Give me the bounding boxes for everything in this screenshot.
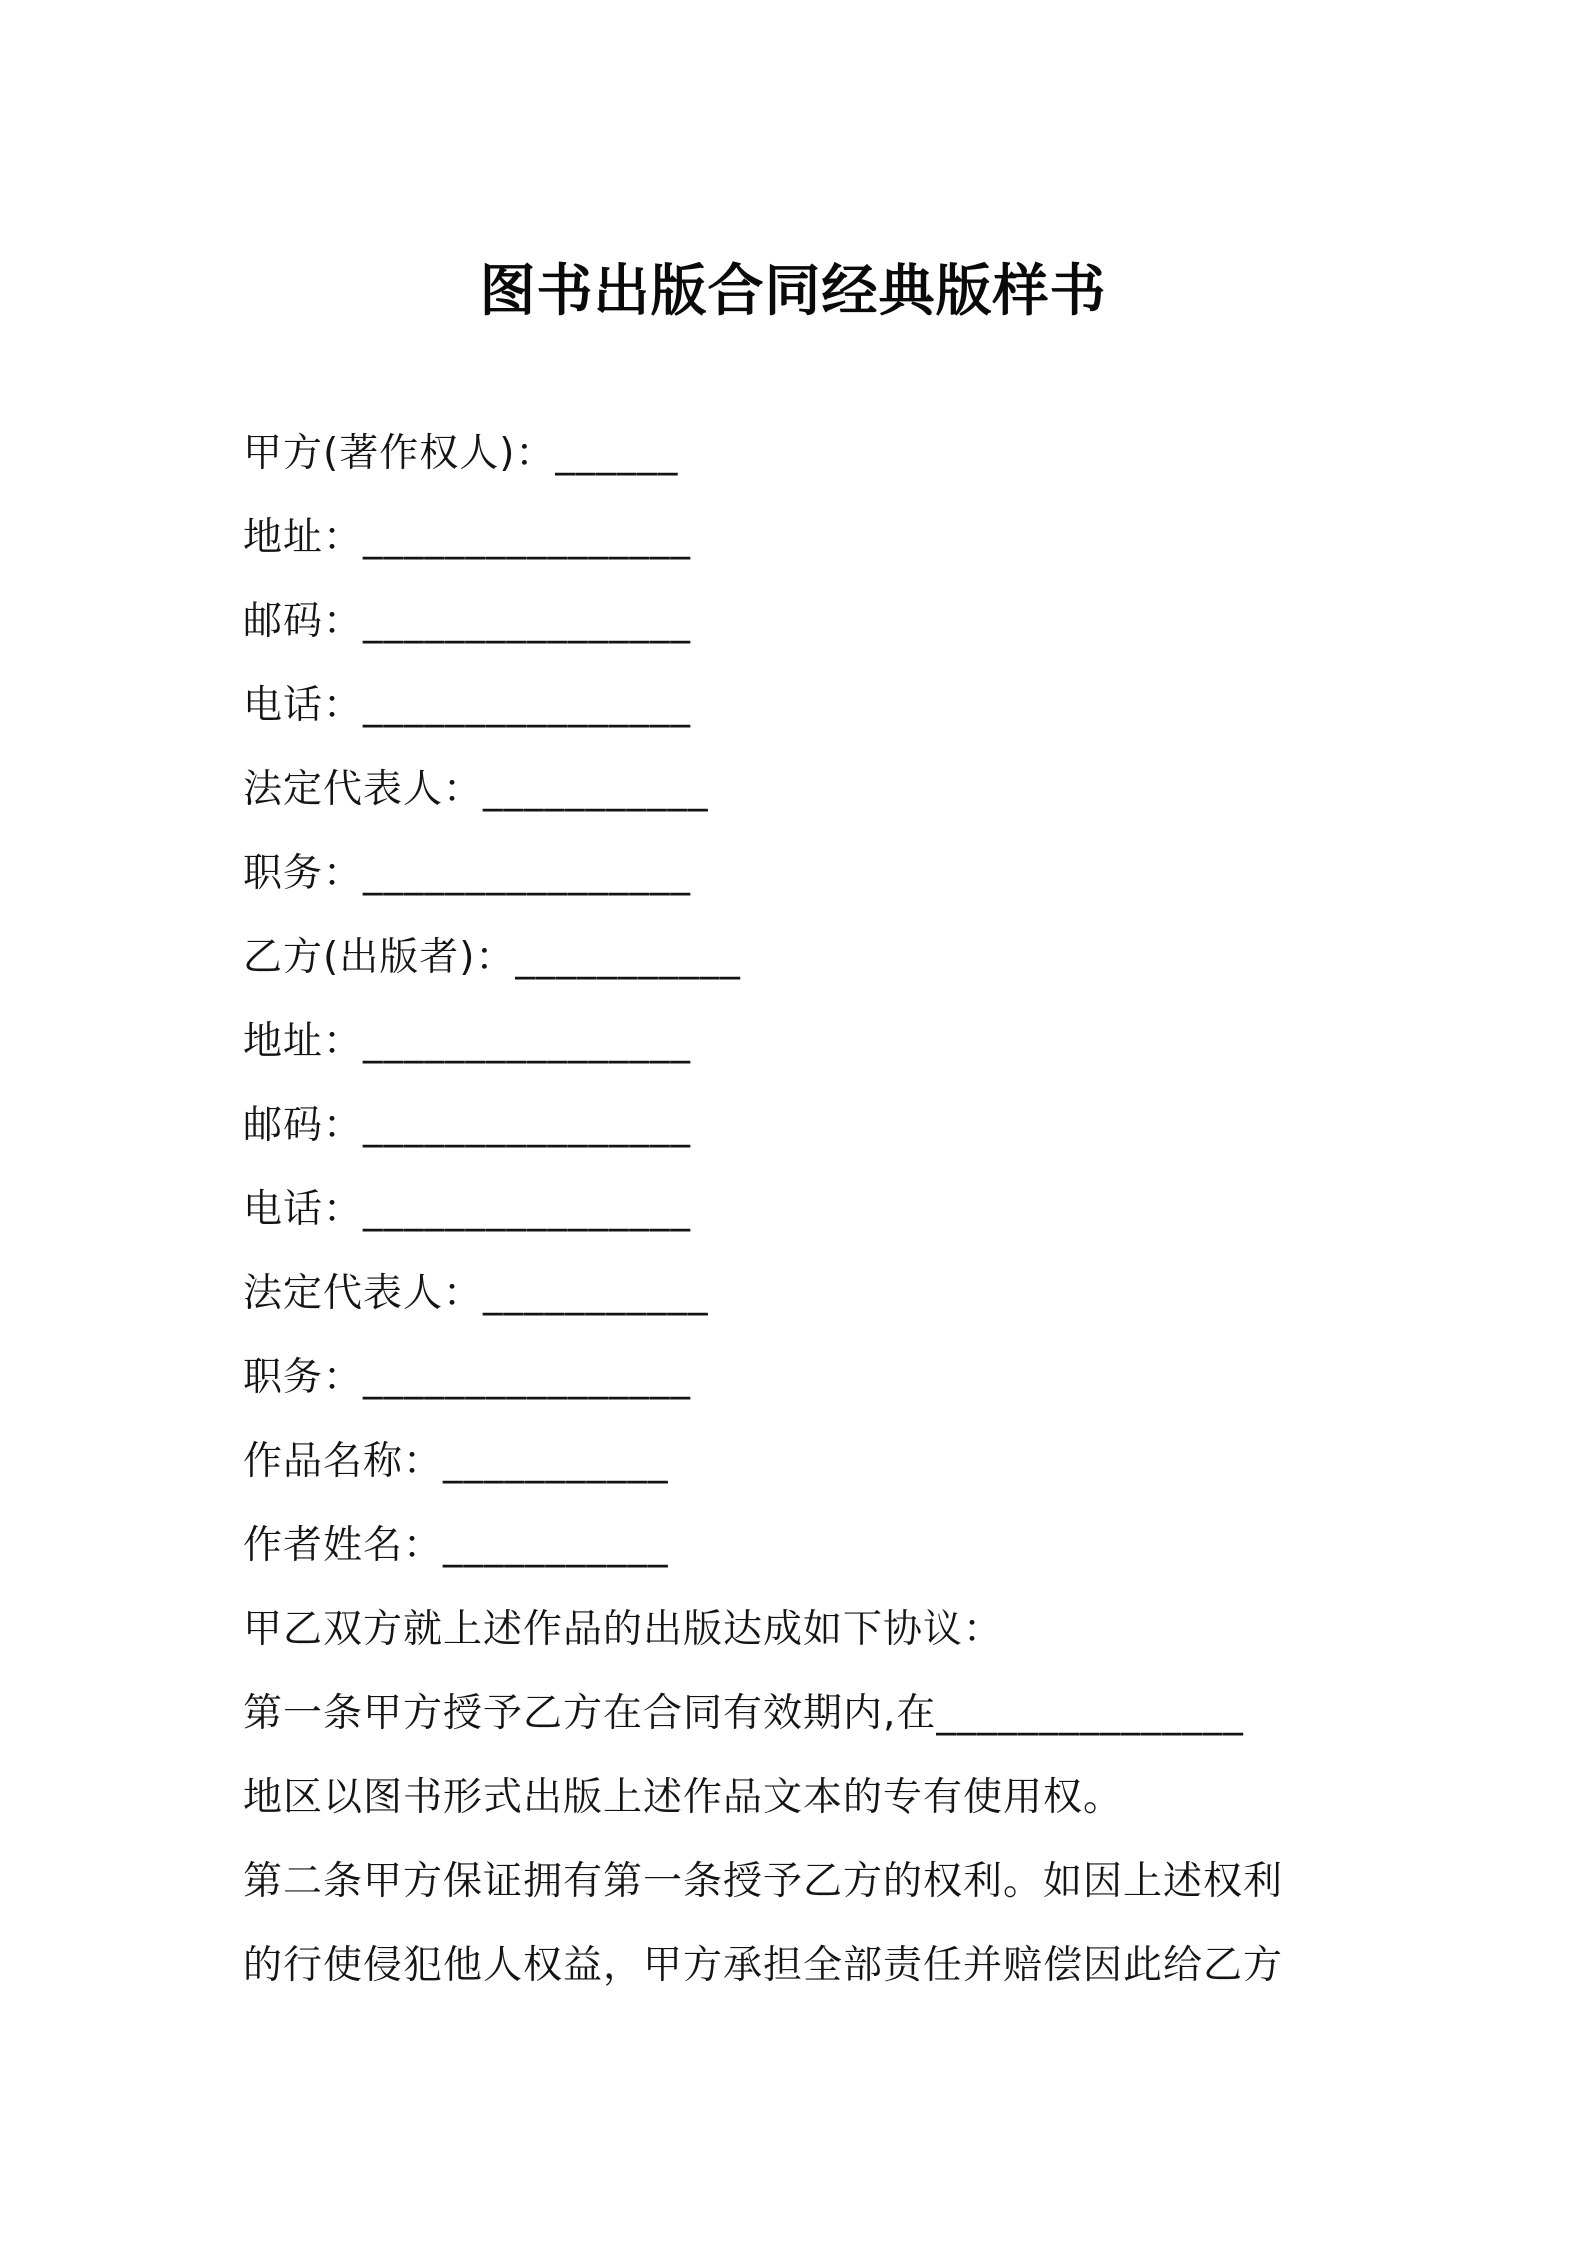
- document-title: 图书出版合同经典版样书: [479, 259, 1107, 324]
- party-a-line: 甲方(著作权人)：______: [243, 431, 679, 476]
- author-name-line: 作者姓名：___________: [243, 1523, 669, 1568]
- party-a-phone-line: 电话：________________: [243, 683, 692, 728]
- party-a-legal-rep-line: 法定代表人：___________: [243, 767, 709, 812]
- document-body: [243, 412, 1363, 2008]
- agreement-intro-line: 甲乙双方就上述作品的出版达成如下协议：: [243, 1607, 1004, 1652]
- article-2-line-2: 的行使侵犯他人权益，甲方承担全部责任并赔偿因此给乙方: [243, 1943, 1284, 1988]
- party-b-line: 乙方(出版者)：___________: [243, 935, 741, 980]
- party-b-phone-line: 电话：________________: [243, 1187, 692, 1232]
- party-a-postcode-line: 邮码：________________: [243, 599, 692, 644]
- article-2-line-1: 第二条甲方保证拥有第一条授予乙方的权利。如因上述权利: [243, 1859, 1284, 1904]
- party-b-postcode-line: 邮码：________________: [243, 1103, 692, 1148]
- article-1-line-2: 地区以图书形式出版上述作品文本的专有使用权。: [243, 1775, 1124, 1820]
- party-a-address-line: 地址：________________: [243, 515, 692, 560]
- work-title-line: 作品名称：___________: [243, 1439, 669, 1484]
- party-b-legal-rep-line: 法定代表人：___________: [243, 1271, 709, 1316]
- article-1-line-1: 第一条甲方授予乙方在合同有效期内,在_______________: [243, 1691, 1244, 1736]
- party-b-address-line: 地址：________________: [243, 1019, 692, 1064]
- party-b-position-line: 职务：________________: [243, 1355, 692, 1400]
- party-a-position-line: 职务：________________: [243, 851, 692, 896]
